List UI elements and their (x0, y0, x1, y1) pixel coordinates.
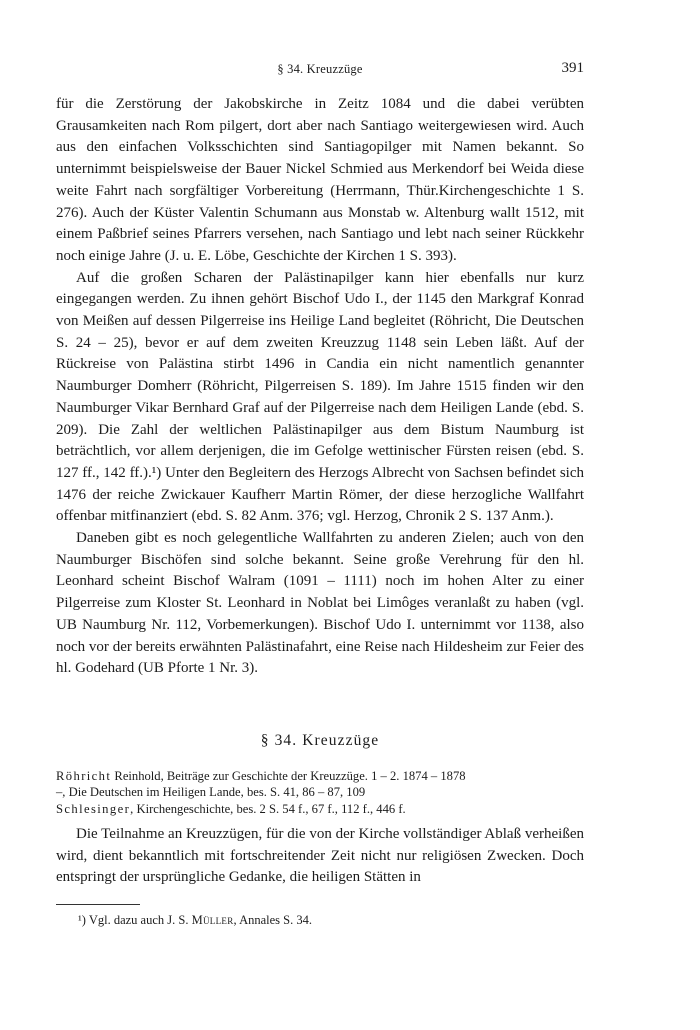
paragraph-crusades-intro: Die Teilnahme an Kreuzzügen, für die von der Kirche vollständiger Ablaß verheißen wird, dient bekanntlich mit fortschreitender Zeit nicht nur religiösen Zwecken. Doch entspringt der ursprüngliche Gedanke, die heiligen Stätten in (56, 826, 584, 886)
running-head (56, 60, 584, 80)
section-intro (56, 824, 584, 889)
footnote-marker: ¹) (78, 913, 86, 927)
bibliography-author: Schlesinger (56, 801, 131, 816)
paragraph-other-pilgrimages: Daneben gibt es noch gelegentliche Wallfahrten zu anderen Zielen; auch von den Naumburger Bischöfen sind solche bekannt. Seine große Verehrung für den hl. Leonhard scheint Bischof Walram (1091 – 1111) noch im hohen Alter zu einer Pilgerreise zum Kloster St. Leonhard in Noblat bei Limôges veranlaßt zu haben (vgl. UB Naumburg Nr. 112, Vorbemerkungen). Bischof Udo I. unternimmt vor 1138, also noch vor der bereits erwähnten Palästinafahrt, eine Reise nach Hildesheim zur Feier des hl. Godehard (UB Pforte 1 Nr. 3). (56, 530, 584, 677)
bibliography-author: Röhricht (56, 769, 112, 783)
paragraph-santiago-pilgrims: für die Zerstörung der Jakobskirche in Zeitz 1084 und die dabei verübten Grausamkeiten nach Rom pilgert, dort aber nach Santiago weitergewiesen wird. Auch aus den einfachen Volksschichten sind Santiagopilger mit Namen bekannt. So unternimmt beispielsweise der Bauer Nickel Schmied aus Merkendorf bei Weida diese weite Fahrt nach sorgfältiger Vorbereitung (Herrmann, Thür.Kirchengeschichte 1 S. 276). Auch der Küster Valentin Schumann aus Monstab w. Altenburg wallt 1512, mit einem Paßbrief seines Pfarrers versehen, nach Santiago und lebt nach seiner Rückkehr noch einige Jahre (J. u. E. Löbe, Geschichte der Kirchen 1 S. 393). (56, 96, 584, 264)
bibliography-author: – (56, 785, 63, 800)
bibliography-entry (56, 768, 584, 784)
bibliography-text: Reinhold, Beiträge zur Geschichte der Kreuzzüge. 1 – 2. 1874 – 1878 (111, 769, 466, 783)
paragraph-palestine-pilgrims: Auf die großen Scharen der Palästinapilger kann hier ebenfalls nur kurz eingegangen werden. Zu ihnen gehört Bischof Udo I., der 1145 den Markgraf Konrad von Meißen auf dessen Pilgerreise ins Heilige Land begleitet (Röhricht, Die Deutschen S. 24 – 25), bevor er auf dem zweiten Kreuzzug 1148 sein Leben läßt. Auf der Rückreise von Palästina stirbt 1496 in Candia ein nicht namentlich genannter Naumburger Domherr (Röhricht, Pilgerreisen S. 189). Im Jahre 1515 finden wir den Naumburger Vikar Bernhard Graf auf der Pilgerreise nach dem Heiligen Lande (ebd. S. 209). Die Zahl der weltlichen Palästinapilger aus dem Bistum Naumburg ist beträchtlich, vor allem derjenigen, die im Gefolge wettinischer Fürsten reisen (ebd. S. 127 ff., 142 ff.).¹) Unter den Begleitern des Herzogs Albrecht von Sachsen befindet sich 1476 der reiche Zwickauer Kaufherr Martin Römer, der diese herzogliche Wallfahrt offenbar mitfinanziert (ebd. S. 82 Anm. 376; vgl. Herzog, Chronik 2 S. 137 Anm.). (56, 269, 584, 525)
footnote-suffix: , Annales S. 34. (233, 913, 312, 927)
footnote (78, 912, 578, 928)
footnote-author: Müller (191, 913, 234, 927)
page-number: 391 (561, 60, 584, 76)
footnote-prefix: Vgl. dazu auch J. S. (88, 913, 192, 927)
running-head-title: § 34. Kreuzzüge (277, 62, 363, 76)
bibliography (56, 768, 584, 817)
bibliography-entry (56, 801, 584, 817)
section-heading: § 34. Kreuzzüge (260, 732, 380, 749)
bibliography-text: , Kirchengeschichte, bes. 2 S. 54 f., 67 f., 112 f., 446 f. (130, 801, 406, 816)
bibliography-entry (56, 784, 584, 800)
body-text (56, 94, 584, 680)
bibliography-text: , Die Deutschen im Heiligen Lande, bes. S. 41, 86 – 87, 109 (62, 785, 366, 800)
footnote-rule (56, 904, 140, 905)
